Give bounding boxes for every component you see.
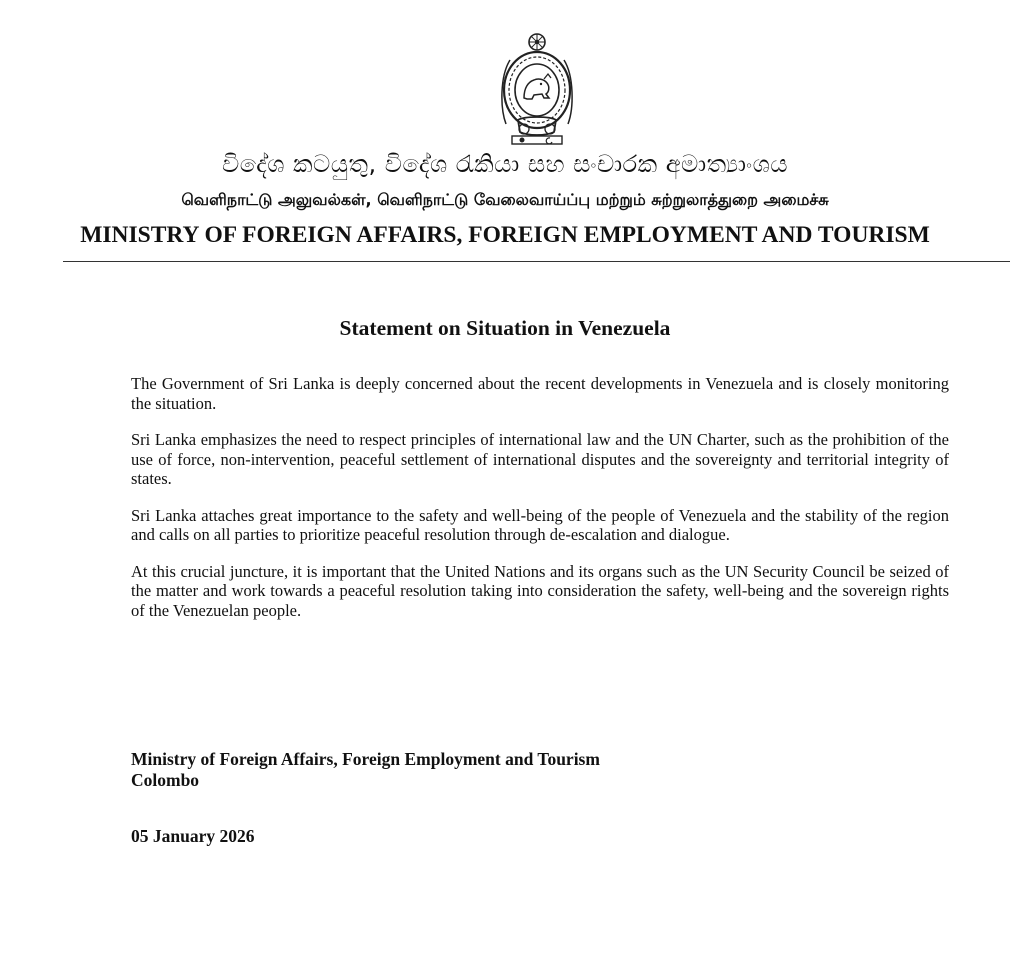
ministry-name-tamil: வெளிநாட்டு அலுவல்கள், வெளிநாட்டு வேலைவாய்ப்பு மற்றும் சுற்றுலாத்துறை அமைச்சு bbox=[181, 190, 829, 209]
statement-body bbox=[131, 374, 949, 637]
signature-city: Colombo bbox=[131, 770, 200, 790]
ministry-name-english: MINISTRY OF FOREIGN AFFAIRS, FOREIGN EMPLOYMENT AND TOURISM bbox=[80, 222, 930, 248]
statement-paragraph: Sri Lanka emphasizes the need to respect principles of international law and the UN Charter, such as the prohibition of the use of force, non-intervention, peaceful settlement of international disputes and the sovereignty and territorial integrity of states. bbox=[131, 430, 949, 488]
signature-organization: Ministry of Foreign Affairs, Foreign Employment and Tourism bbox=[131, 749, 600, 769]
statement-paragraph: The Government of Sri Lanka is deeply concerned about the recent developments in Venezuela and is closely monitoring the situation. bbox=[131, 374, 949, 413]
letterhead bbox=[0, 0, 1010, 270]
letterhead-divider bbox=[63, 261, 1010, 262]
statement-title: Statement on Situation in Venezuela bbox=[339, 316, 671, 340]
signature-block bbox=[131, 749, 600, 791]
statement-paragraph: Sri Lanka attaches great importance to the safety and well-being of the people of Venezuela and the stability of the region and calls on all parties to prioritize peaceful resolution through de-escalation and dialogue. bbox=[131, 505, 949, 544]
statement-paragraph: At this crucial juncture, it is important that the United Nations and its organs such as the UN Security Council be seized of the matter and work towards a peaceful resolution taking into consideration the safety, well-being and the sovereign rights of the Venezuelan people. bbox=[131, 561, 949, 620]
ministry-name-sinhala: විදේශ කටයුතු, විදේශ රැකියා සහ සංචාරක අමාත්‍යාංශය bbox=[221, 150, 788, 178]
statement-date: 05 January 2026 bbox=[131, 826, 255, 846]
sri-lanka-national-emblem-icon bbox=[494, 32, 580, 150]
